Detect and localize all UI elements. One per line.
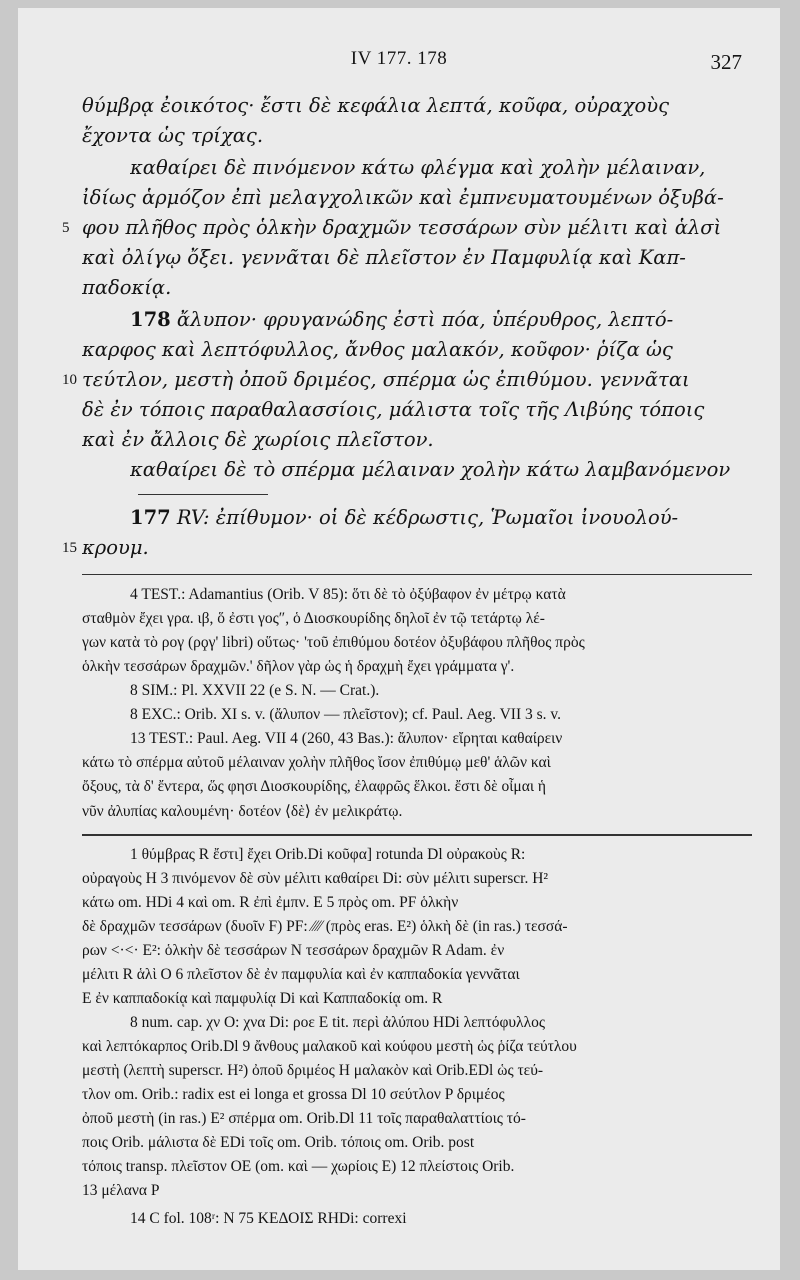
apparatus-line: τόποις transp. πλεῖστον OE (om. καὶ — χωρίοις E) 12 πλείστοις Orib. <box>82 1158 515 1175</box>
text-line: φου πλῆθος πρὸς ὁλκὴν δραχμῶν τεσσάρων σὺν μέλιτι καὶ ἁλσὶ <box>82 216 722 239</box>
apparatus-line: ὀποῦ μεστὴ (in ras.) E² σπέρμα om. Orib.Dl 11 τοῖς παραθαλαττίοις τό- <box>82 1110 526 1127</box>
testimonia-line: 13 TEST.: Paul. Aeg. VII 4 (260, 43 Bas.): ἄλυπον· εἴρηται καθαίρειν <box>130 730 563 747</box>
text-line: καρφος καὶ λεπτόφυλλος, ἄνθος μαλακόν, κοῦφον· ῥίζα ὡς <box>82 338 673 361</box>
apparatus-rule <box>82 834 752 836</box>
apparatus-line: E ἐν καππαδοκίᾳ καὶ παμφυλίᾳ Di καὶ Καππαδοκίᾳ om. R <box>82 990 443 1007</box>
line-number: 10 <box>62 372 77 388</box>
running-head: IV 177. 178 <box>350 48 448 69</box>
apparatus-line: ρων <·<· E²: ὁλκὴν δὲ τεσσάρων N τεσσάρων δραχμῶν R Adam. ἐν <box>82 942 505 959</box>
apparatus-line: 14 C fol. 108ʳ: N 75 ΚΕΔΟΙΣ RHDi: correxi <box>130 1210 407 1227</box>
testimonia-line: κάτω τὸ σπέρμα αὐτοῦ μέλαιναν χολὴν πλῆθος ἴσον ἐπιθύμῳ μεθ' ἁλῶν καὶ <box>82 754 551 771</box>
page-number: 327 <box>710 50 742 74</box>
subnote-line: 177 RV: ἐπίθυμον· οἱ δὲ κέδρωστις, Ῥωμαῖοι ἰνουολού- <box>130 506 679 529</box>
page-header <box>18 48 780 78</box>
apparatus-line: 8 num. cap. χν O: χνα Di: ροε E tit. περὶ ἀλύπου HDi λεπτόφυλλος <box>130 1014 545 1031</box>
text-line: τεύτλον, μεστὴ ὀποῦ δριμέος, σπέρμα ὡς ἐπιθύμου. γεννᾶται <box>82 368 690 391</box>
text-line: δὲ ἐν τόποις παραθαλασσίοις, μάλιστα τοῖς τῆς Λιβύης τόποις <box>82 398 705 421</box>
apparatus-line: 13 μέλανα P <box>82 1182 160 1199</box>
testimonia-line: 4 TEST.: Adamantius (Orib. V 85): ὅτι δὲ τὸ ὀξύβαφον ἐν μέτρῳ κατὰ <box>130 586 566 603</box>
apparatus-line: οὐραγοὺς H 3 πινόμενον δὲ σὺν μέλιτι καθαίρει Di: σὺν μέλιτι superscr. H² <box>82 870 549 887</box>
testimonia-line: ὄξους, τὰ δ' ἔντερα, ὥς φησι Διοσκουρίδης, ἐλαφρῶς ἕλκοι. ἔστι δὲ οἶμαι ἡ <box>82 778 547 795</box>
chapter-number: 178 <box>130 308 171 331</box>
text-line: παδοκίᾳ. <box>82 276 172 299</box>
apparatus-line: ποις Orib. μάλιστα δὲ EDi τοῖς om. Orib. τόποις om. Orib. post <box>82 1134 475 1151</box>
short-rule <box>138 494 268 495</box>
line-number: 15 <box>62 540 77 556</box>
testimonia-line: σταθμὸν ἔχει γρα. ιβ, ὅ ἐστι γος″, ὁ Διοσκουρίδης δηλοῖ ἐν τῷ τετάρτῳ λέ- <box>82 610 545 627</box>
apparatus-line: τλον om. Orib.: radix est ei longa et grossa Dl 10 σεύτλον P δριμέος <box>82 1086 505 1103</box>
line-number: 5 <box>62 220 70 236</box>
apparatus-line: καὶ λεπτόκαρπος Orib.Dl 9 ἄνθους μαλακοῦ καὶ κούφου μεστὴ ὡς ῥίζα τεύτλου <box>82 1038 577 1055</box>
text-line: καθαίρει δὲ τὸ σπέρμα μέλαιναν χολὴν κάτω λαμβανόμενον <box>130 458 731 481</box>
apparatus-line: μεστὴ (λεπτὴ superscr. H²) ὀποῦ δριμέος H μαλακὸν καὶ Orib.EDl ὡς τεύ- <box>82 1062 544 1079</box>
text-line: καθαίρει δὲ πινόμενον κάτω φλέγμα καὶ χολὴν μέλαιναν, <box>130 156 706 179</box>
testimonia-line: 8 SIM.: Pl. XXVII 22 (e S. N. — Crat.). <box>130 682 380 699</box>
text-line: ἔχοντα ὡς τρίχας. <box>82 124 264 147</box>
subnote-line: κρουμ. <box>82 536 149 559</box>
section-rule <box>82 574 752 575</box>
apparatus-line: 1 θύμβρας R ἔστι] ἔχει Orib.Di κοῦφα] rotunda Dl οὐρακοὺς R: <box>130 846 526 863</box>
testimonia-line: γων κατὰ τὸ ρογ (ρϙγ' libri) οὕτως· 'τοῦ ἐπιθύμου δοτέον ὀξυβάφου πλῆθος πρὸς <box>82 634 585 651</box>
book-page <box>18 8 780 1270</box>
apparatus-line: δὲ δραχμῶν τεσσάρων (δυοῖν F) PF: ⁄⁄⁄⁄ (πρὸς eras. E²) ὁλκὴ δὲ (in ras.) τεσσά- <box>82 918 568 935</box>
apparatus-line: μέλιτι R ἁλὶ O 6 πλεῖστον δὲ ἐν παμφυλία καὶ ἐν καππαδοκία γεννᾶται <box>82 966 520 983</box>
testimonia-line: νῦν ἀλυπίας καλουμένη· δοτέον ⟨δὲ⟩ ἐν μελικράτῳ. <box>82 803 403 820</box>
text-line: καὶ ἐν ἄλλοις δὲ χωρίοις πλεῖστον. <box>82 428 434 451</box>
chapter-number: 177 <box>130 506 171 529</box>
testimonia-line: ὁλκὴν τεσσάρων δραχμῶν.' δῆλον γὰρ ὡς ἡ δραχμὴ ἔχει γράμματα γ'. <box>82 658 515 675</box>
text-line: ἰδίως ἁρμόζον ἐπὶ μελαγχολικῶν καὶ ἐμπνευματουμένων ὀξυβά- <box>82 186 724 209</box>
testimonia-line: 8 EXC.: Orib. XI s. v. (ἄλυπον — πλεῖστον); cf. Paul. Aeg. VII 3 s. v. <box>130 706 562 723</box>
chapter-178-line: 178 ἄλυπον· φρυγανώδης ἐστὶ πόα, ὑπέρυθρος, λεπτό- <box>130 308 674 331</box>
text-line: καὶ ὀλίγῳ ὄξει. γεννᾶται δὲ πλεῖστον ἐν Παμφυλίᾳ καὶ Καπ- <box>82 246 686 269</box>
apparatus-line: κάτω om. HDi 4 καὶ om. R ἐπὶ ἐμπν. E 5 πρὸς om. PF ὁλκὴν <box>82 894 459 911</box>
text-line: θύμβρᾳ ἐοικότος· ἔστι δὲ κεφάλια λεπτά, κοῦφα, οὐραχοὺς <box>82 94 669 117</box>
